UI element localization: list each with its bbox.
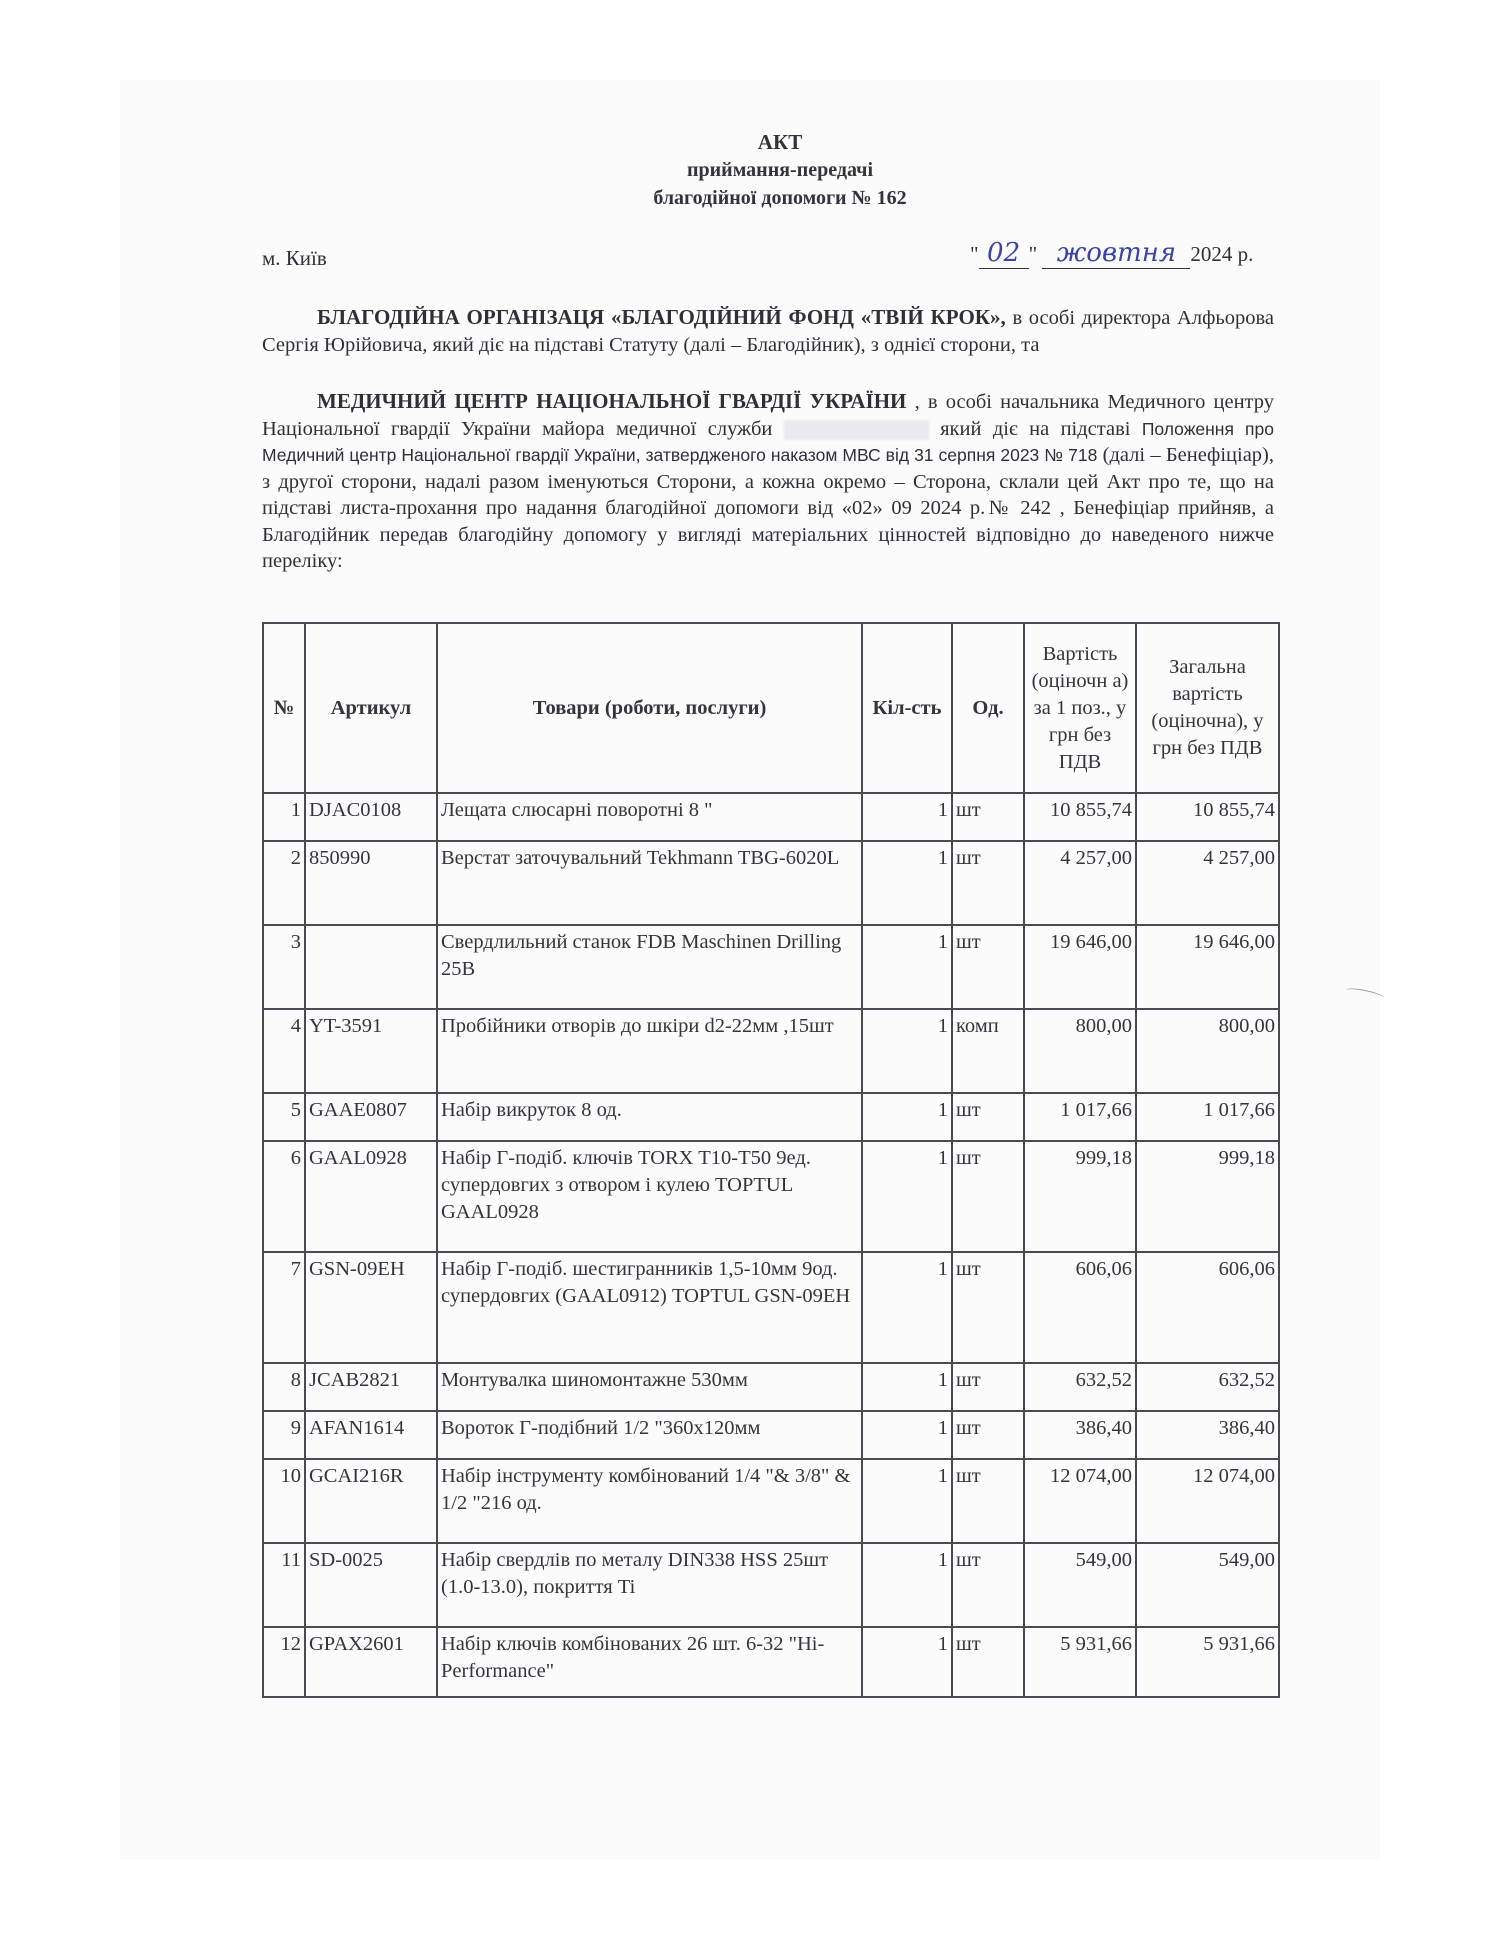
table-row xyxy=(263,1411,1279,1459)
document-title: АКТ xyxy=(757,130,803,154)
cell-number: 6 xyxy=(263,1141,305,1252)
cell-article: SD-0025 xyxy=(305,1543,437,1627)
cell-total-price: 632,52 xyxy=(1136,1363,1279,1411)
header-total-price: Загальна вартість (оціночна), у грн без ПДВ xyxy=(1136,623,1279,793)
cell-unit-price: 5 931,66 xyxy=(1024,1627,1136,1697)
cell-unit: шт xyxy=(952,793,1024,841)
date-year: 2024 р. xyxy=(1190,242,1254,266)
table-row xyxy=(263,1141,1279,1252)
paragraph-donor xyxy=(262,304,1274,358)
cell-quantity: 1 xyxy=(862,1093,952,1141)
cell-article: AFAN1614 xyxy=(305,1411,437,1459)
table-row xyxy=(263,1252,1279,1363)
cell-article: 850990 xyxy=(305,841,437,925)
table-row xyxy=(263,1093,1279,1141)
cell-number: 4 xyxy=(263,1009,305,1093)
beneficiary-org-name: МЕДИЧНИЙ ЦЕНТР НАЦІОНАЛЬНОЇ ГВАРДІЇ УКРАЇНИ xyxy=(317,389,907,413)
document-title-block xyxy=(0,128,1500,212)
cell-unit-price: 1 017,66 xyxy=(1024,1093,1136,1141)
donor-org-name: БЛАГОДІЙНА ОРГАНІЗАЦЯ «БЛАГОДІЙНИЙ ФОНД «ТВІЙ КРОК», xyxy=(317,305,1006,329)
cell-unit: шт xyxy=(952,1411,1024,1459)
cell-goods: Вороток Г-подібний 1/2 "360x120мм xyxy=(437,1411,862,1459)
cell-number: 8 xyxy=(263,1363,305,1411)
cell-unit: шт xyxy=(952,1252,1024,1363)
cell-total-price: 19 646,00 xyxy=(1136,925,1279,1009)
table-row xyxy=(263,1627,1279,1697)
cell-quantity: 1 xyxy=(862,1459,952,1543)
table-body xyxy=(263,793,1279,1697)
cell-quantity: 1 xyxy=(862,925,952,1009)
cell-unit-price: 10 855,74 xyxy=(1024,793,1136,841)
cell-unit-price: 549,00 xyxy=(1024,1543,1136,1627)
cell-article xyxy=(305,925,437,1009)
cell-unit-price: 800,00 xyxy=(1024,1009,1136,1093)
date-month-handwritten: жовтня xyxy=(1042,238,1190,269)
cell-number: 9 xyxy=(263,1411,305,1459)
cell-total-price: 549,00 xyxy=(1136,1543,1279,1627)
items-table xyxy=(262,622,1280,1698)
cell-number: 11 xyxy=(263,1543,305,1627)
paragraph-beneficiary xyxy=(262,388,1274,575)
cell-article: YT-3591 xyxy=(305,1009,437,1093)
cell-unit-price: 386,40 xyxy=(1024,1411,1136,1459)
cell-goods: Набір інструменту комбінований 1/4 "& 3/8" & 1/2 "216 од. xyxy=(437,1459,862,1543)
cell-total-price: 800,00 xyxy=(1136,1009,1279,1093)
cell-total-price: 386,40 xyxy=(1136,1411,1279,1459)
document-date xyxy=(970,238,1253,269)
place: м. Київ xyxy=(262,246,327,270)
cell-goods: Набір Г-подіб. ключів TORX T10-T50 9ед. супердовгих з отвором і кулею TOPTUL GAAL0928 xyxy=(437,1141,862,1252)
cell-goods: Набір ключів комбінованих 26 шт. 6-32 "Hi-Performance" xyxy=(437,1627,862,1697)
cell-unit: шт xyxy=(952,1363,1024,1411)
table-header-row xyxy=(263,623,1279,793)
cell-unit: шт xyxy=(952,1459,1024,1543)
cell-total-price: 4 257,00 xyxy=(1136,841,1279,925)
cell-article: GAAE0807 xyxy=(305,1093,437,1141)
cell-unit-price: 12 074,00 xyxy=(1024,1459,1136,1543)
cell-quantity: 1 xyxy=(862,793,952,841)
table-row xyxy=(263,793,1279,841)
cell-unit-price: 19 646,00 xyxy=(1024,925,1136,1009)
cell-quantity: 1 xyxy=(862,841,952,925)
cell-goods: Монтувалка шиномонтажне 530мм xyxy=(437,1363,862,1411)
cell-number: 12 xyxy=(263,1627,305,1697)
cell-goods: Лещата слюсарні поворотні 8 " xyxy=(437,793,862,841)
cell-unit-price: 999,18 xyxy=(1024,1141,1136,1252)
cell-goods: Набір викруток 8 од. xyxy=(437,1093,862,1141)
cell-article: GAAL0928 xyxy=(305,1141,437,1252)
document-subtitle-number: благодійної допомоги № 162 xyxy=(653,187,907,209)
cell-goods: Пробійники отворів до шкіри d2-22мм ,15шт xyxy=(437,1009,862,1093)
cell-goods: Свердлильний станок FDB Maschinen Drilling 25B xyxy=(437,925,862,1009)
cell-article: JCAB2821 xyxy=(305,1363,437,1411)
header-unit-price: Вартість (оціночн а) за 1 поз., у грн без ПДВ xyxy=(1024,623,1136,793)
table-row xyxy=(263,1459,1279,1543)
cell-goods: Набір Г-подіб. шестигранників 1,5-10мм 9од. супердовгих (GAAL0912) TOPTUL GSN-09EH xyxy=(437,1252,862,1363)
cell-unit: шт xyxy=(952,841,1024,925)
cell-number: 5 xyxy=(263,1093,305,1141)
header-quantity: Кіл-сть xyxy=(862,623,952,793)
header-goods: Товари (роботи, послуги) xyxy=(437,623,862,793)
header-article: Артикул xyxy=(305,623,437,793)
cell-quantity: 1 xyxy=(862,1627,952,1697)
donor-text: в особі директора Алфьорова Сергія Юрійовича, який діє на підставі Статуту (далі – Благодійник), з однієї сторони, та xyxy=(262,307,1274,356)
date-quote-open: " xyxy=(970,242,979,266)
cell-unit-price: 606,06 xyxy=(1024,1252,1136,1363)
table-row xyxy=(263,925,1279,1009)
cell-quantity: 1 xyxy=(862,1009,952,1093)
date-quote-close: " xyxy=(1028,242,1038,266)
table-row xyxy=(263,1543,1279,1627)
cell-unit: шт xyxy=(952,925,1024,1009)
cell-article: GCAI216R xyxy=(305,1459,437,1543)
cell-article: GPAX2601 xyxy=(305,1627,437,1697)
cell-total-price: 1 017,66 xyxy=(1136,1093,1279,1141)
cell-article: GSN-09EH xyxy=(305,1252,437,1363)
beneficiary-regulation: Положення про Медичний центр Національної гвардії України, затвердженого наказом МВС від 31 серпня 2023 № 718 xyxy=(262,418,1274,465)
beneficiary-text-a: , в особі начальника Медичного центру Національної гвардії України майора медичної служби xyxy=(262,391,1274,440)
cell-total-price: 606,06 xyxy=(1136,1252,1279,1363)
table-row xyxy=(263,1363,1279,1411)
cell-unit-price: 4 257,00 xyxy=(1024,841,1136,925)
cell-article: DJAC0108 xyxy=(305,793,437,841)
cell-total-price: 10 855,74 xyxy=(1136,793,1279,841)
cell-number: 7 xyxy=(263,1252,305,1363)
cell-total-price: 999,18 xyxy=(1136,1141,1279,1252)
cell-unit: шт xyxy=(952,1627,1024,1697)
date-day-handwritten: 02 xyxy=(979,238,1029,269)
beneficiary-text-b: який діє на підставі xyxy=(928,417,1142,440)
cell-quantity: 1 xyxy=(862,1141,952,1252)
cell-total-price: 5 931,66 xyxy=(1136,1627,1279,1697)
beneficiary-text-c: (далі – Бенефіціар), з другої сторони, надалі разом іменуються Сторони, а кожна окремо – Сторона, склали цей Акт про те, що на підставі листа-прохання про надання благодійної допомоги від «02» 09 2024 р.№ 242 , Бенефіціар прийняв, а Благодійник передав благодійну допомогу у вигляді матеріальних цінностей відповідно до наведеного нижче переліку: xyxy=(262,444,1274,572)
cell-unit: шт xyxy=(952,1543,1024,1627)
cell-quantity: 1 xyxy=(862,1252,952,1363)
cell-quantity: 1 xyxy=(862,1363,952,1411)
cell-number: 3 xyxy=(263,925,305,1009)
table-row xyxy=(263,1009,1279,1093)
header-number: № xyxy=(263,623,305,793)
cell-unit: комп xyxy=(952,1009,1024,1093)
cell-unit: шт xyxy=(952,1141,1024,1252)
cell-number: 2 xyxy=(263,841,305,925)
table-row xyxy=(263,841,1279,925)
cell-total-price: 12 074,00 xyxy=(1136,1459,1279,1543)
cell-number: 10 xyxy=(263,1459,305,1543)
cell-unit: шт xyxy=(952,1093,1024,1141)
cell-unit-price: 632,52 xyxy=(1024,1363,1136,1411)
cell-number: 1 xyxy=(263,793,305,841)
header-unit: Од. xyxy=(952,623,1024,793)
cell-quantity: 1 xyxy=(862,1543,952,1627)
redacted-name xyxy=(784,420,929,440)
cell-quantity: 1 xyxy=(862,1411,952,1459)
cell-goods: Верстат заточувальний Tekhmann TBG-6020L xyxy=(437,841,862,925)
document-subtitle: приймання-передачі xyxy=(687,159,873,181)
cell-goods: Набір свердлів по металу DIN338 HSS 25шт (1.0-13.0), покриття Ti xyxy=(437,1543,862,1627)
